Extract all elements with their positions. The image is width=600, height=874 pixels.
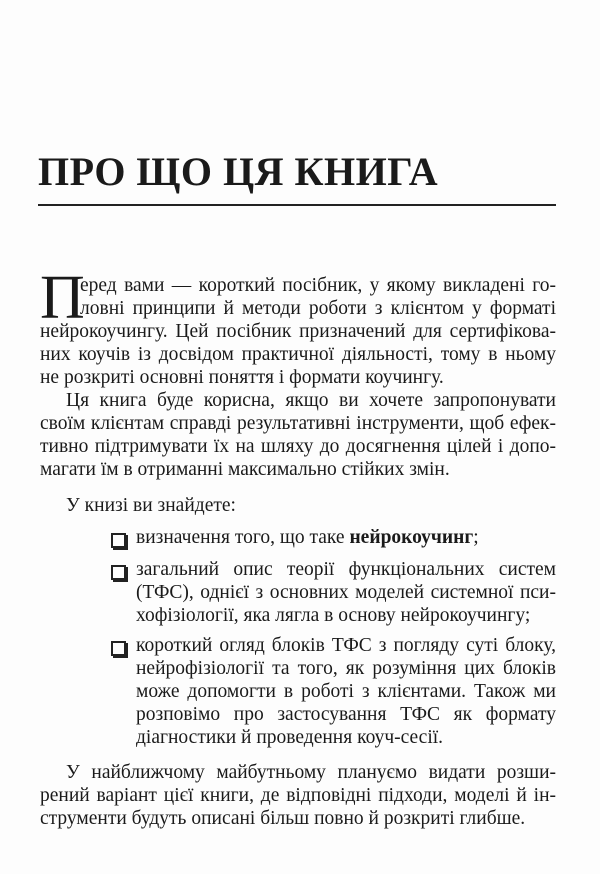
bullet-line: діагностики й проведення коуч-сесії. xyxy=(136,727,444,748)
closing-line: рений варіант цієї книги, де відповідні підходи, моделі й ін- xyxy=(40,785,556,806)
intro-line: не розкриті основні поняття і формати коучингу. xyxy=(40,367,444,388)
para2-line: магати їм в отриманні максимально стійких змін. xyxy=(40,459,450,480)
bullet-line: короткий огляд блоків ТФС з погляду суті блоку, xyxy=(136,635,556,656)
checkbox-bullet-icon xyxy=(111,565,126,580)
para2-line: тивно підтримувати їх на шляху до досягнення цілей і допо- xyxy=(40,436,556,457)
checkbox-bullet-icon xyxy=(111,533,126,548)
closing-line: У найближчому майбутньому плануємо видати розши- xyxy=(66,762,556,783)
bullet-line: хофізіології, яка лягла в основу нейрокоучингу; xyxy=(136,605,531,626)
para2-line: Ця книга буде корисна, якщо ви хочете запропонувати xyxy=(66,390,556,411)
intro-line: них коучів із досвідом практичної діяльності, тому в ньому xyxy=(40,344,556,365)
checkbox-bullet-icon xyxy=(111,641,126,656)
bullet-line: нейрофізіології та того, як розуміння цих блоків xyxy=(136,658,556,679)
bullet-line: (ТФС), однієї з основних моделей системної пси- xyxy=(136,582,556,603)
bullet-line: загальний опис теорії функціональних систем xyxy=(136,559,556,580)
intro-line: ловні принципи й методи роботи з клієнтом у форматі xyxy=(80,298,556,319)
drop-cap: П xyxy=(40,264,85,332)
bullet-line: визначення того, що таке нейрокоучинг; xyxy=(136,527,479,548)
bold-term: нейрокоучинг xyxy=(349,527,474,548)
para2-line: своїм клієнтам справді результативні інструменти, щоб ефек- xyxy=(40,413,556,434)
bullet-line: може допомогти в роботі з клієнтами. Також ми xyxy=(136,681,556,702)
bullet-line: розповімо про застосування ТФС як формату xyxy=(136,704,556,725)
list-intro: У книзі ви знайдете: xyxy=(66,495,236,516)
chapter-title: ПРО ЩО ЦЯ КНИГА xyxy=(38,149,439,194)
intro-line: нейрокоучингу. Цей посібник призначений для сертифікова- xyxy=(40,321,556,342)
intro-line: еред вами — короткий посібник, у якому викладені го- xyxy=(80,275,556,296)
closing-line: струменти будуть описані більш повно й розкриті глибше. xyxy=(40,808,526,829)
title-rule xyxy=(38,204,556,206)
